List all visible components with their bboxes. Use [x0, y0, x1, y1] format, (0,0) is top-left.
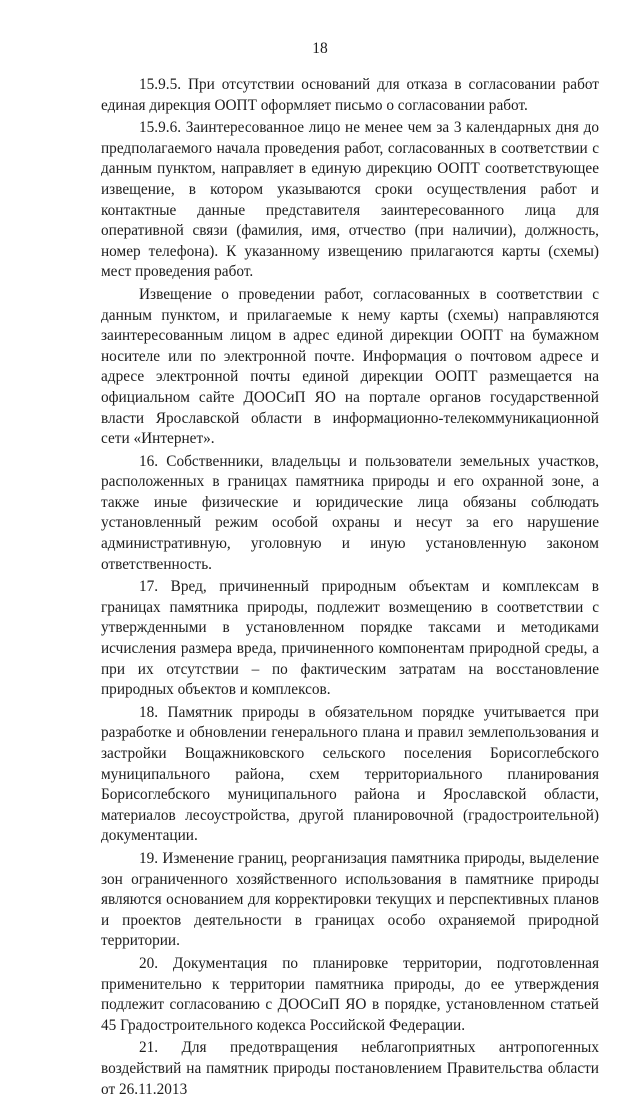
- paragraph-20: 20. Документация по планировке территории, подготовленная применительно к территории памятника природы, до ее утверждения подлежит согласованию с ДООСиП ЯО в порядке, установленном статьей 45 Градостроительного кодекса Российской Федерации.: [101, 954, 599, 1034]
- page-number: 18: [312, 40, 328, 57]
- paragraph-21: 21. Для предотвращения неблагоприятных антропогенных воздействий на памятник природы постановлением Правительства области от 26.11.2013: [101, 1039, 599, 1098]
- paragraph-18: 18. Памятник природы в обязательном порядке учитывается при разработке и обновлении генерального плана и правил землепользования и застройки Вощажниковского сельского поселения Борисоглебского муниципального района, схем территориального планирования Борисоглебского муниципального района и Ярославской области, материалов лесоустройства, другой планировочной (градостроительной) документации.: [101, 703, 599, 845]
- paragraph-15-9-5: 15.9.5. При отсутствии оснований для отказа в согласовании работ единая дирекция ООПТ оформляет письмо о согласовании работ.: [101, 76, 599, 114]
- paragraph-19: 19. Изменение границ, реорганизация памятника природы, выделение зон ограниченного хозяйственного использования в памятнике природы являются основанием для корректировки текущих и перспективных планов и проектов деятельности в границах особо охраняемой природной территории.: [101, 849, 599, 950]
- paragraph-16: 16. Собственники, владельцы и пользователи земельных участков, расположенных в границах памятника природы и его охранной зоне, а также иные физические и юридические лица обязаны соблюдать установленный режим особой охраны и несут за его нарушение административную, уголовную и иную установленную законом ответственность.: [101, 452, 599, 573]
- document-body: [101, 75, 599, 1102]
- paragraph-15-9-6: 15.9.6. Заинтересованное лицо не менее чем за 3 календарных дня до предполагаемого начала проведения работ, согласованных в соответствии с данным пунктом, направляет в единую дирекцию ООПТ соответствующее извещение, в котором указываются сроки осуществления работ и контактные данные представителя заинтересованного лица для оперативной связи (фамилия, имя, отчество (при наличии), должность, номер телефона). К указанному извещению прилагаются карты (схемы) мест проведения работ.: [101, 119, 599, 281]
- paragraph-17: 17. Вред, причиненный природным объектам и комплексам в границах памятника природы, подлежит возмещению в соответствии с утвержденными в установленном порядке таксами и методиками исчисления размера вреда, причиненного компонентам природной среды, а при их отсутствии – по фактическим затратам на восстановление природных объектов и комплексов.: [101, 578, 599, 699]
- paragraph-notice: Извещение о проведении работ, согласованных в соответствии с данным пунктом, и прилагаемые к нему карты (схемы) направляются заинтересованным лицом в адрес единой дирекции ООПТ на бумажном носителе или по электронной почте. Информация о почтовом адресе и адресе электронной почты единой дирекции ООПТ размещается на официальном сайте ДООСиП ЯО на портале органов государственной власти Ярославской области в информационно-телекоммуникационной сети «Интернет».: [101, 285, 599, 448]
